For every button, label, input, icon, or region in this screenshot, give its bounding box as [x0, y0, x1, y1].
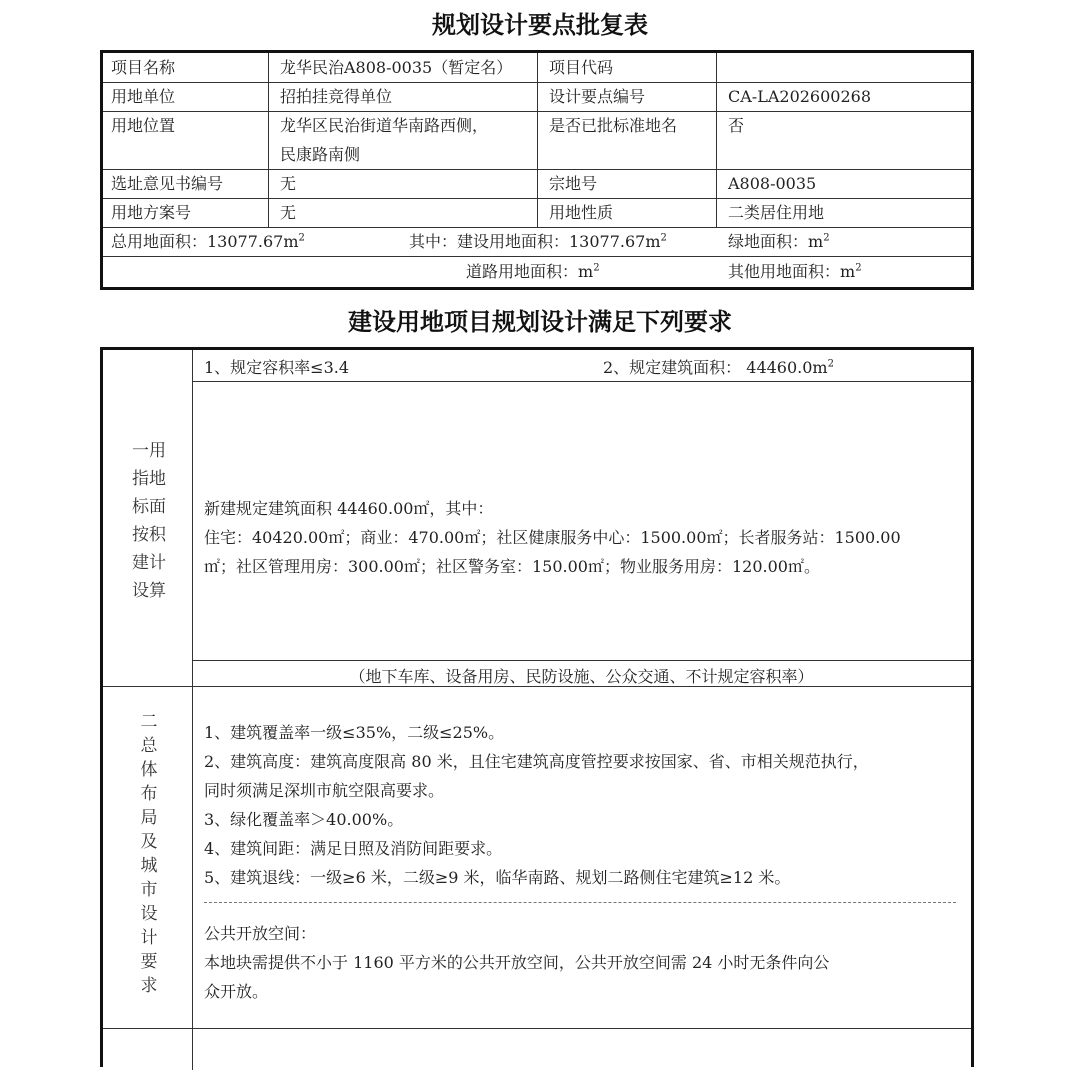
superscript-2: 2 [823, 232, 830, 244]
other-land-area: 其他用地面积：$m^2$ [728, 262, 862, 281]
far-limit: 1、规定容积率≤3.4 [204, 358, 350, 377]
value-site-opinion: 无 [280, 174, 297, 193]
section2-side-label: 二 总 体 布 局 及 城 市 设 计 要 求 [140, 712, 158, 996]
road-land-area: 道路用地面积：$m^2$ [466, 262, 600, 281]
label-land-unit: 用地单位 [111, 87, 176, 106]
open-space-line1: 本地块需提供不小于 1160 平方米的公共开放空间，公共开放空间需 24 小时无条件向公 [204, 953, 830, 972]
requirements-table [100, 347, 974, 1067]
value-land-unit: 招拍挂竞得单位 [280, 87, 393, 106]
value-land-use: 二类居住用地 [728, 203, 825, 222]
building-height-line2: 同时须满足深圳市航空限高要求。 [204, 781, 445, 800]
coverage-rate: 1、建筑覆盖率一级≤35%，二级≤25%。 [204, 723, 505, 742]
requirements-title: 建设用地项目规划设计满足下列要求 [348, 308, 732, 336]
building-height-line1: 2、建筑高度：建筑高度限高 80 米，且住宅建筑高度管控要求按国家、省、市相关规范执行， [204, 752, 869, 771]
label-parcel-number: 宗地号 [549, 174, 598, 193]
construction-land-area: 其中：建设用地面积：$13077.67m^2$ [409, 232, 667, 251]
superscript-2: 2 [593, 262, 600, 274]
value-standard-name: 否 [728, 116, 745, 135]
superscript-2: 2 [827, 358, 834, 370]
label-site-opinion: 选址意见书编号 [111, 174, 224, 193]
building-setback: 5、建筑退线：一级≥6 米，二级≥9 米，临华南路、规划二路侧住宅建筑≥12 米。 [204, 868, 791, 887]
green-coverage: 3、绿化覆盖率＞40.00%。 [204, 810, 404, 829]
open-space-line2: 众开放。 [204, 982, 269, 1001]
label-land-use: 用地性质 [549, 203, 614, 222]
label-land-location: 用地位置 [111, 116, 176, 135]
far-exclusion-note: （地下车库、设备用房、民防设施、公众交通、不计规定容积率） [349, 667, 814, 686]
total-land-area: 总用地面积：$13077.67m^2$ [111, 232, 305, 251]
section1-side-label: 一用 指地 标面 按积 建计 设算 [132, 441, 166, 601]
gfa-limit: 2、规定建筑面积： $44460.0m^2$ [603, 358, 834, 377]
label-project-code: 项目代码 [549, 58, 614, 77]
value-land-plan: 无 [280, 203, 297, 222]
label-standard-name: 是否已批标准地名 [549, 116, 678, 135]
dashed-divider [204, 902, 956, 903]
value-land-location-line1: 龙华区民治街道华南路西侧， [280, 116, 489, 135]
value-land-location-line2: 民康路南侧 [280, 145, 361, 164]
gfa-detail-line3: ㎡；社区管理用房：300.00㎡；社区警务室：150.00㎡；物业服务用房：120.00㎡。 [204, 557, 820, 576]
page-title: 规划设计要点批复表 [432, 11, 648, 39]
value-parcel-number: A808-0035 [728, 174, 817, 193]
project-info-table [100, 50, 974, 290]
gfa-detail-line2: 住宅：40420.00㎡；商业：470.00㎡；社区健康服务中心：1500.00㎡；长者服务站：1500.00 [204, 528, 901, 547]
label-project-name: 项目名称 [111, 58, 176, 77]
superscript-2: 2 [298, 232, 305, 244]
superscript-2: 2 [855, 262, 862, 274]
value-project-name: 龙华民治A808-0035（暂定名） [280, 58, 513, 77]
green-land-area: 绿地面积：$m^2$ [728, 232, 830, 251]
building-spacing: 4、建筑间距：满足日照及消防间距要求。 [204, 839, 503, 858]
label-design-number: 设计要点编号 [549, 87, 646, 106]
superscript-2: 2 [660, 232, 667, 244]
label-land-plan: 用地方案号 [111, 203, 192, 222]
value-design-number: CA-LA202600268 [728, 87, 871, 106]
open-space-title: 公共开放空间： [204, 924, 317, 943]
gfa-detail-line1: 新建规定建筑面积 44460.00㎡，其中： [204, 499, 494, 518]
